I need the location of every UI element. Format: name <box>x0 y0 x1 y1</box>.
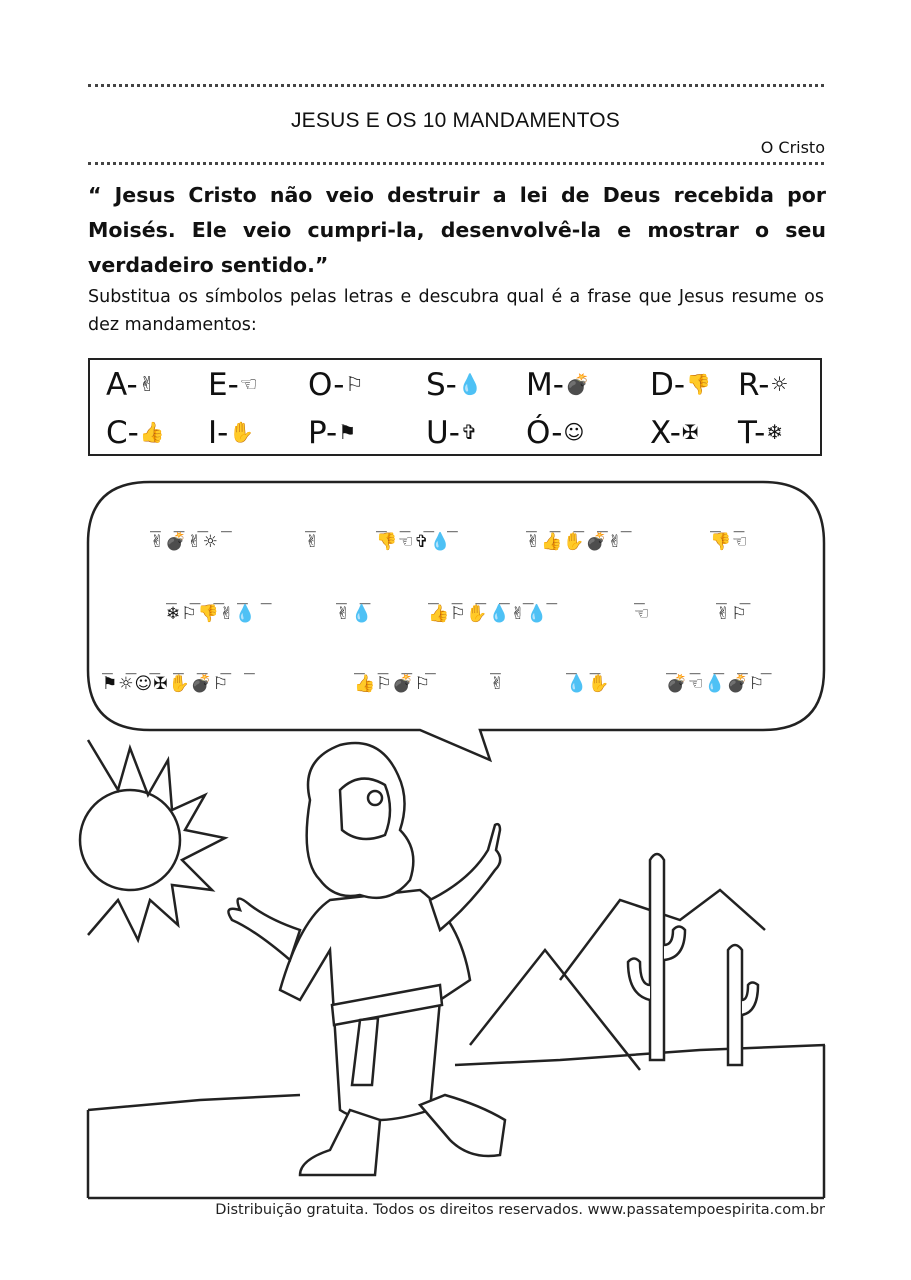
cipher-key-letter: U- <box>426 415 460 451</box>
instructions-paragraph: Substitua os símbolos pelas letras e descubra qual é a frase que Jesus resume os dez mandamentos: <box>88 287 824 335</box>
bomb-icon: 💣 <box>564 372 590 396</box>
symbol-code: 👍⚐💣⚐ <box>354 674 431 694</box>
page-subtitle: O Cristo <box>760 138 825 157</box>
cipher-key-letter: Ó- <box>526 415 563 451</box>
symbol-code: ✌ <box>305 532 321 552</box>
symbol-code: 👎☜ <box>710 532 749 552</box>
symbol-code: 💣☜💧💣⚐ <box>666 674 765 694</box>
cipher-key-letter: C- <box>106 415 139 451</box>
sun-drawing <box>80 740 225 940</box>
symbol-code: 👍⚐✋💧✌💧 <box>428 604 549 624</box>
quote-paragraph: “ Jesus Cristo não veio destruir a lei de Deus recebida por Moisés. Ele veio cumpri-la, desenvolvê-la e mostrar o seu verdadeiro sentido.” <box>88 183 826 277</box>
symbol-code: ⚑☼☺✠✋💣⚐ <box>102 674 230 694</box>
cipher-key-letter: O- <box>308 367 345 403</box>
symbol-code: ✌⚐ <box>716 604 748 624</box>
smiley-icon: ☺ <box>563 420 585 444</box>
cipher-key-letter: A- <box>106 367 138 403</box>
answer-blanks[interactable]: _ _ _ _ <box>376 512 459 533</box>
symbol-code: 💧✋ <box>566 674 611 694</box>
answer-blanks[interactable]: _ <box>634 584 646 605</box>
cipher-key-letter: T- <box>738 415 766 451</box>
answer-blanks[interactable]: _ _ _ _ _ _ _ <box>102 654 256 675</box>
footer-credit: Distribuição gratuita. Todos os direitos reservados. www.passatempoespirita.com.br <box>215 1202 825 1218</box>
answer-blanks[interactable]: _ _ _ _ _ <box>166 584 273 605</box>
symbol-code: 👎☜✞💧 <box>376 532 452 552</box>
sun-icon: ☼ <box>770 372 789 396</box>
cipher-key-letter: P- <box>308 415 338 451</box>
answer-blanks[interactable]: _ <box>490 654 502 675</box>
cipher-key-letter: I- <box>208 415 229 451</box>
cactus-drawing <box>628 854 758 1065</box>
answer-blanks[interactable]: _ _ _ _ _ <box>666 654 773 675</box>
cipher-key-letter: M- <box>526 367 564 403</box>
answer-blanks[interactable]: _ _ <box>336 584 372 605</box>
jesus-drawing <box>228 743 505 1175</box>
open-hand-icon: ✋ <box>229 420 255 444</box>
droplet-icon: 💧 <box>457 372 483 396</box>
answer-blanks[interactable]: _ _ <box>710 512 746 533</box>
answer-blanks[interactable]: _ <box>305 512 317 533</box>
cipher-key-letter: S- <box>426 367 457 403</box>
cipher-key-letter: E- <box>208 367 239 403</box>
cross-icon: ✞ <box>460 420 478 444</box>
symbol-code: ✌💧 <box>336 604 374 624</box>
answer-blanks[interactable]: _ _ _ _ <box>150 512 233 533</box>
answer-blanks[interactable]: _ _ _ _ <box>354 654 437 675</box>
flag-icon: ⚐ <box>345 372 364 396</box>
symbol-code: ✌ <box>490 674 506 694</box>
pennant-flag-icon: ⚑ <box>338 420 357 444</box>
symbol-code: ❄⚐👎✌💧 <box>166 604 258 624</box>
answer-blanks[interactable]: _ _ _ _ _ <box>526 512 633 533</box>
thumbs-down-icon: 👎 <box>686 372 711 396</box>
answer-blanks[interactable]: _ _ <box>566 654 602 675</box>
symbol-code: ✌👍✋💣✌ <box>526 532 623 552</box>
pointing-hand-icon: ☜ <box>239 372 258 396</box>
symbol-code: ✌💣✌☼ <box>150 532 219 552</box>
cipher-key-letter: X- <box>650 415 681 451</box>
victory-hand-icon: ✌ <box>138 372 156 396</box>
cipher-key-letter: D- <box>650 367 686 403</box>
page-title: JESUS E OS 10 MANDAMENTOS <box>290 109 621 132</box>
symbol-code: ☜ <box>634 604 651 624</box>
thumbs-up-icon: 👍 <box>139 420 165 444</box>
answer-blanks[interactable]: _ _ _ _ _ _ <box>428 584 559 605</box>
cipher-key-letter: R- <box>738 367 770 403</box>
answer-blanks[interactable]: _ _ <box>716 584 752 605</box>
maltese-cross-icon: ✠ <box>681 420 699 444</box>
snowflake-icon: ❄ <box>766 420 784 444</box>
